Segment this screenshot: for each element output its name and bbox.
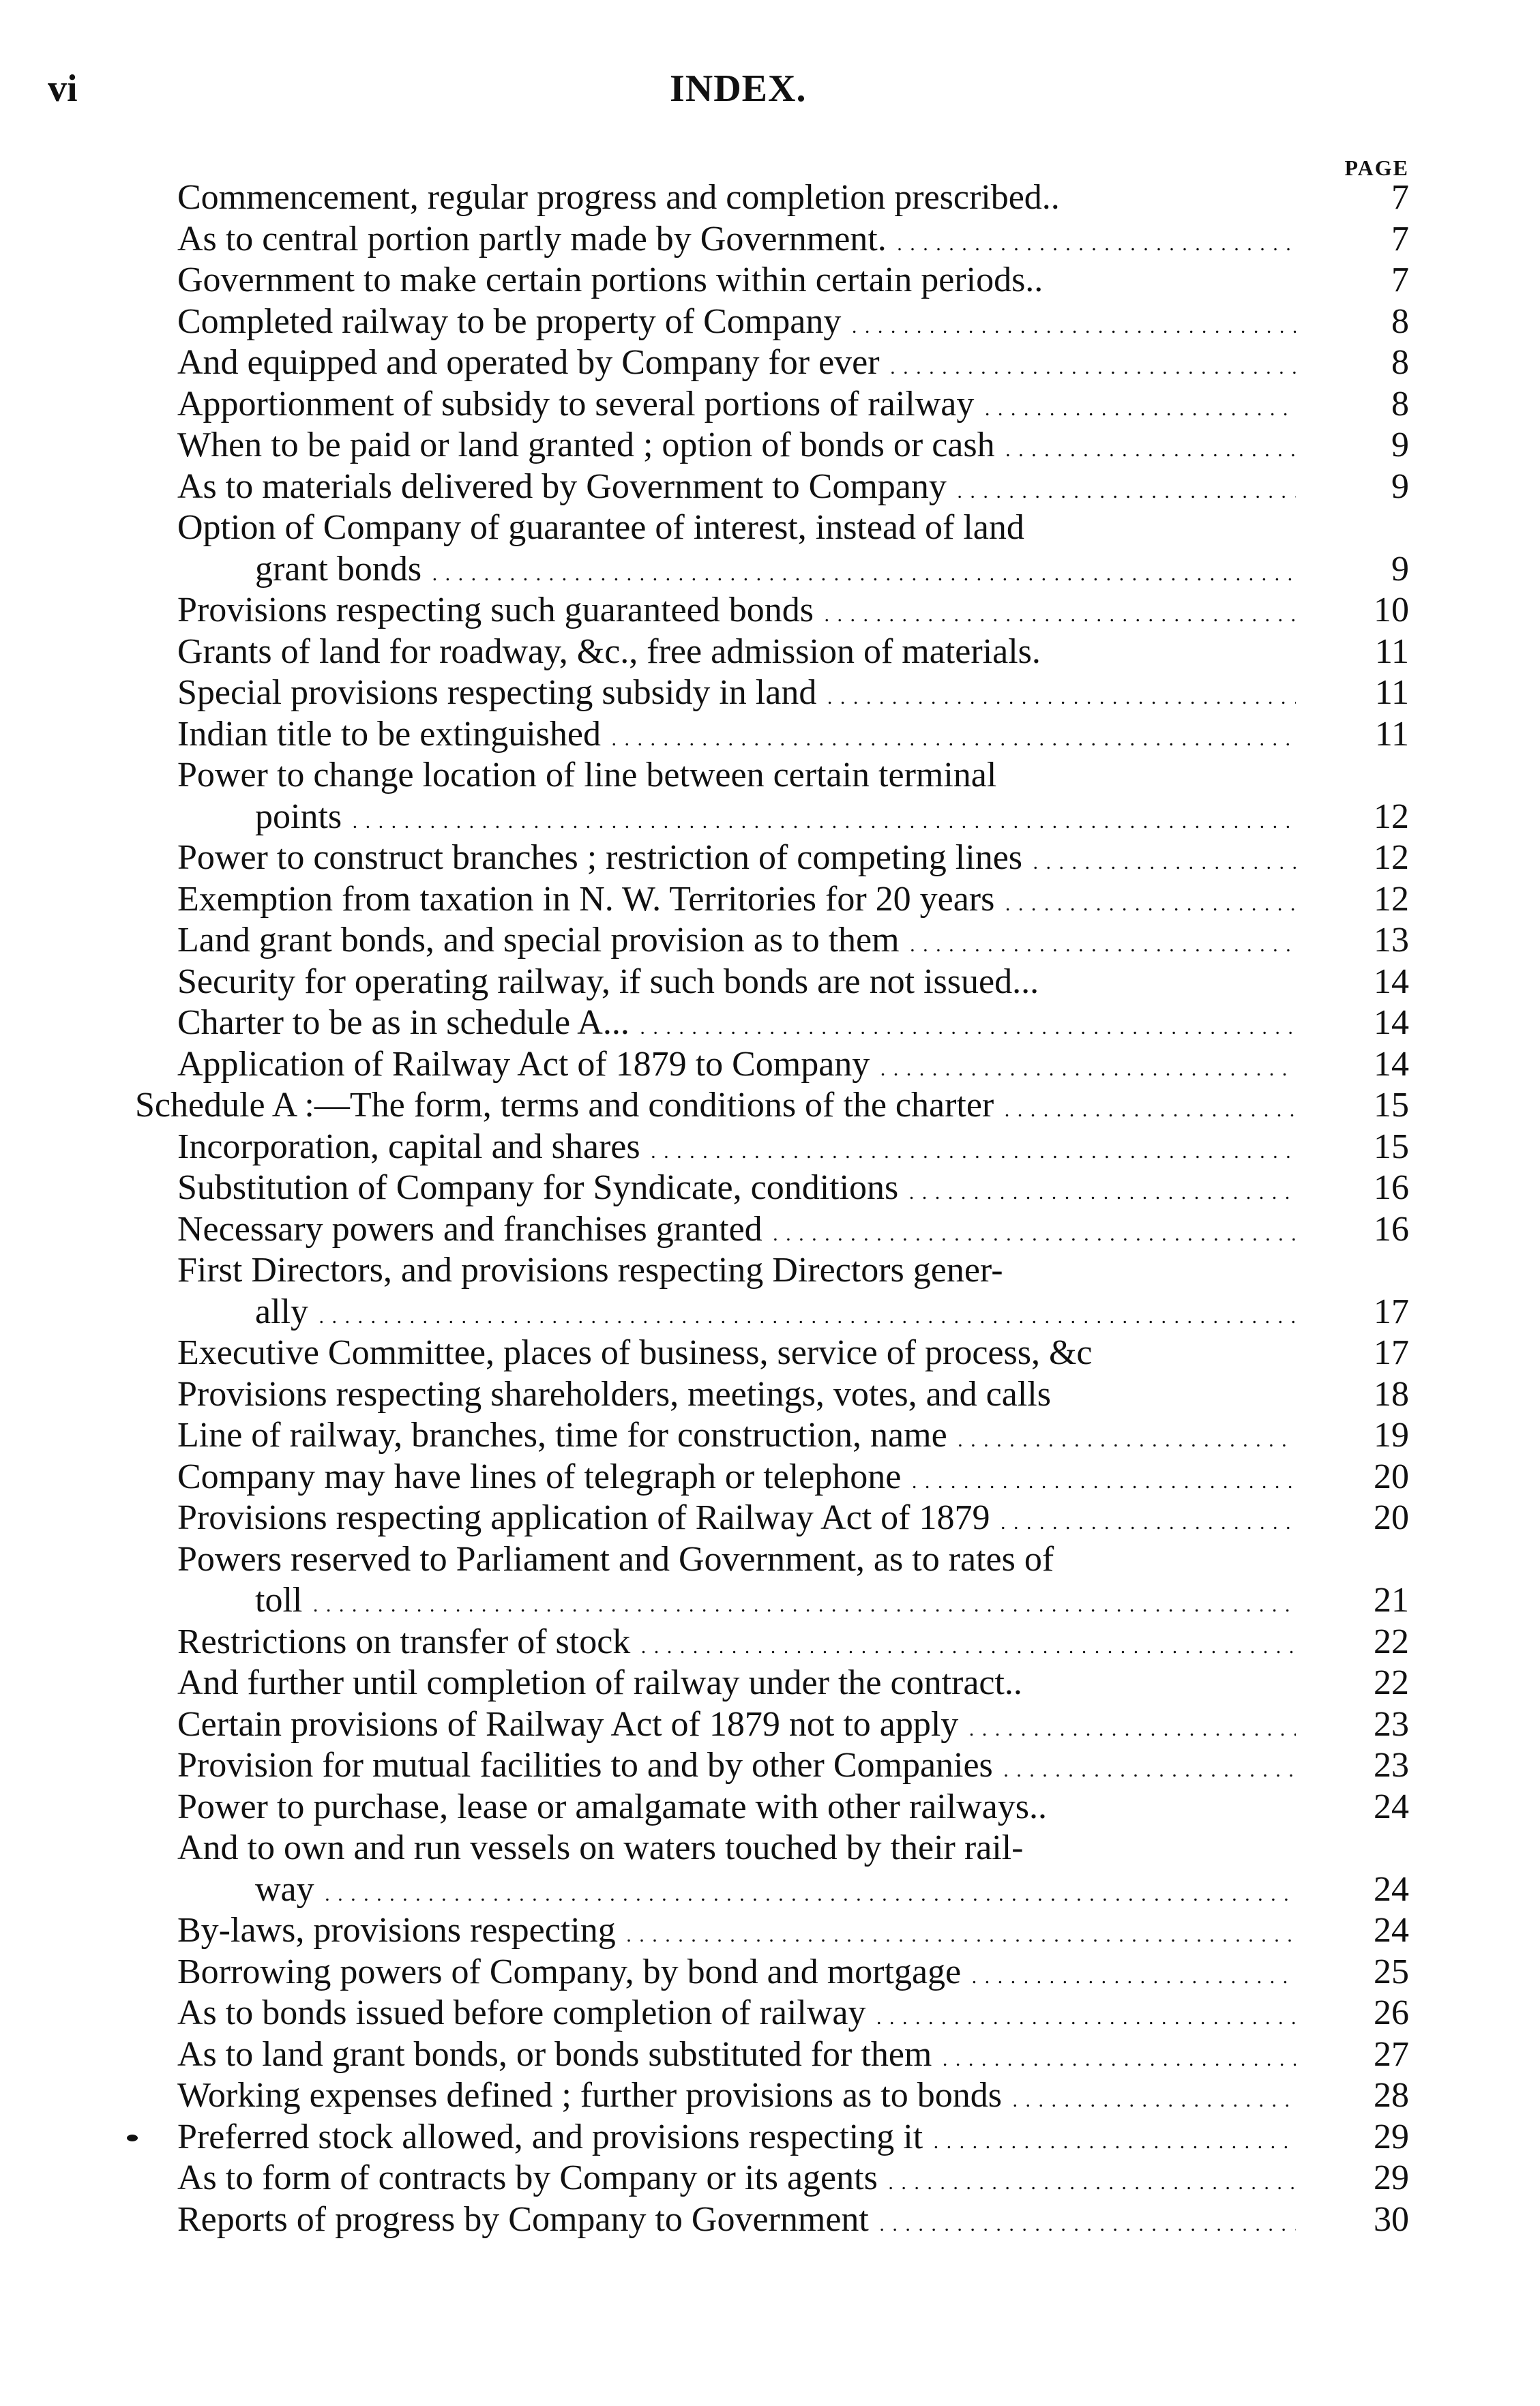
index-entry [0, 1168, 1540, 1209]
entry-page-number: 18 [1374, 1374, 1409, 1414]
entry-text-wrap [177, 1910, 1296, 1957]
index-entry [0, 301, 1540, 343]
entry-page-number: 20 [1374, 1457, 1409, 1496]
entry-page-number: 14 [1374, 1044, 1409, 1084]
entry-text-wrap [177, 1250, 1296, 1292]
entry-text-wrap [177, 1787, 1296, 1828]
entry-text: And equipped and operated by Company for ever [177, 343, 884, 382]
index-entry [0, 1085, 1540, 1127]
entry-text-wrap [177, 2158, 1296, 2204]
index-entry [0, 1622, 1540, 1663]
index-entry [0, 879, 1540, 921]
index-entry [0, 2075, 1540, 2117]
entry-text-wrap [177, 714, 1296, 760]
entry-text: Incorporation, capital and shares [177, 1127, 645, 1166]
index-entry [0, 1663, 1540, 1704]
entry-page-number: 13 [1374, 921, 1409, 960]
entry-page-number: 8 [1391, 343, 1409, 382]
entry-page-number: 16 [1374, 1209, 1409, 1249]
entry-text: Power to purchase, lease or amalgamate with other railways.. [177, 1787, 1051, 1826]
entry-text: As to central portion partly made by Government. [177, 220, 891, 258]
entry-text-wrap [177, 672, 1296, 719]
entry-text-wrap [135, 1085, 1296, 1131]
index-entry [0, 1250, 1540, 1292]
entry-page-number: 24 [1374, 1911, 1409, 1950]
entry-text: Borrowing powers of Company, by bond and mortgage [177, 1952, 965, 1991]
entry-text: Restrictions on transfer of stock [177, 1622, 634, 1661]
entry-page-number: 29 [1374, 2158, 1409, 2197]
index-entry [0, 342, 1540, 384]
entry-page-number: 8 [1391, 301, 1409, 341]
index-entry [0, 1498, 1540, 1539]
entry-text: Option of Company of guarantee of interest, instead of land [177, 508, 1028, 547]
entry-text-wrap [177, 1828, 1296, 1869]
index-entry [0, 1580, 1540, 1622]
entry-text-wrap [177, 2034, 1296, 2081]
entry-text-wrap [255, 797, 1296, 843]
entry-text: First Directors, and provisions respecting Directors gener- [177, 1251, 1007, 1290]
entry-page-number: 14 [1374, 1003, 1409, 1042]
entry-text: Power to construct branches ; restriction of competing lines [177, 838, 1026, 877]
entry-text-wrap [255, 1580, 1296, 1627]
entry-text-wrap [177, 1457, 1296, 1503]
index-entry [0, 1415, 1540, 1457]
entry-text: Apportionment of subsidy to several portions of railway [177, 385, 978, 424]
entry-text: By-laws, provisions respecting [177, 1911, 620, 1950]
index-entry [0, 2158, 1540, 2199]
entry-text: And further until completion of railway under the contract.. [177, 1663, 1026, 1702]
page-number: vi [48, 68, 78, 110]
entry-page-number: 14 [1374, 962, 1409, 1001]
entry-page-number: 15 [1374, 1127, 1409, 1166]
entry-page-number: 9 [1391, 549, 1409, 589]
index-entry [0, 2034, 1540, 2076]
entry-page-number: 15 [1374, 1086, 1409, 1125]
index-entry [0, 1457, 1540, 1498]
entry-text-wrap [177, 1952, 1296, 1998]
entry-page-number: 21 [1374, 1581, 1409, 1620]
index-entry [0, 1787, 1540, 1828]
entry-text-wrap [177, 590, 1296, 636]
entry-text-wrap [177, 1993, 1296, 2039]
index-entry [0, 797, 1540, 838]
page-title: INDEX. [670, 68, 807, 110]
index-entry [0, 2117, 1540, 2158]
entry-text-wrap [177, 384, 1296, 430]
index-entry [0, 1002, 1540, 1044]
entry-text-wrap [177, 1498, 1296, 1544]
index-entry [0, 590, 1540, 632]
entry-text-wrap [177, 219, 1296, 265]
entry-text: Provisions respecting such guaranteed bonds [177, 591, 818, 629]
entry-page-number: 27 [1374, 2034, 1409, 2074]
entry-text-wrap [177, 879, 1296, 925]
entry-text: ally [255, 1292, 312, 1331]
entry-text: Company may have lines of telegraph or telephone [177, 1457, 905, 1496]
entry-text: Line of railway, branches, time for construction, name [177, 1416, 951, 1455]
entry-page-number: 11 [1374, 714, 1409, 754]
index-entry [0, 1292, 1540, 1333]
entry-text: Charter to be as in schedule A... [177, 1003, 634, 1042]
entry-page-number: 7 [1391, 261, 1409, 299]
entry-page-number: 11 [1374, 632, 1409, 671]
entry-text: As to materials delivered by Government to Company [177, 467, 951, 506]
entry-text-wrap [177, 466, 1296, 513]
entry-text-wrap [177, 177, 1296, 219]
entry-page-number: 26 [1374, 1993, 1409, 2032]
index-entry [0, 425, 1540, 466]
entry-text-wrap [177, 1745, 1296, 1792]
entry-text: And to own and run vessels on waters touched by their rail- [177, 1828, 1027, 1867]
entry-page-number: 22 [1374, 1622, 1409, 1661]
index-entry [0, 632, 1540, 673]
entry-text: Provisions respecting shareholders, meetings, votes, and calls [177, 1375, 1055, 1414]
index-entry [0, 1044, 1540, 1086]
entry-page-number: 19 [1374, 1416, 1409, 1455]
index-entry [0, 466, 1540, 508]
entry-text: Executive Committee, places of business, service of process, &c [177, 1333, 1097, 1372]
entry-page-number: 9 [1391, 466, 1409, 506]
entry-text-wrap [177, 1168, 1296, 1214]
index-entry [0, 920, 1540, 962]
entry-text: Provision for mutual facilities to and by other Companies [177, 1746, 997, 1785]
entry-text-wrap [177, 962, 1296, 1003]
entry-text: Schedule A :—The form, terms and conditions of the charter [135, 1086, 998, 1125]
entry-page-number: 17 [1374, 1292, 1409, 1331]
entry-text-wrap [177, 1333, 1296, 1374]
entry-page-number: 25 [1374, 1952, 1409, 1991]
entry-text: grant bonds [255, 550, 426, 589]
entry-text-wrap [177, 342, 1296, 389]
entry-page-number: 12 [1374, 879, 1409, 919]
index-entry [0, 755, 1540, 797]
index-entry [0, 177, 1540, 219]
entry-page-number: 24 [1374, 1869, 1409, 1909]
entry-text-wrap [177, 425, 1296, 471]
entry-text-wrap [177, 1044, 1296, 1090]
entry-text: As to land grant bonds, or bonds substituted for them [177, 2035, 936, 2074]
entry-page-number: 24 [1374, 1787, 1409, 1826]
entry-text-wrap [177, 507, 1296, 549]
entry-text-wrap [255, 1869, 1296, 1916]
entry-page-number: 30 [1374, 2199, 1409, 2239]
index-entry [0, 1374, 1540, 1416]
entry-text: Government to make certain portions within certain periods.. [177, 261, 1047, 299]
entry-text-wrap [177, 1209, 1296, 1256]
entry-text: As to bonds issued before completion of railway [177, 1993, 870, 2032]
entry-text: Grants of land for roadway, &c., free admission of materials. [177, 632, 1045, 671]
entry-text: Security for operating railway, if such bonds are not issued... [177, 962, 1043, 1001]
index-entry [0, 714, 1540, 756]
page-column-label: PAGE [1344, 155, 1409, 180]
entry-text: Completed railway to be property of Company [177, 302, 845, 341]
entry-page-number: 12 [1374, 838, 1409, 877]
index-entry [0, 1952, 1540, 1993]
entry-text: Commencement, regular progress and completion prescribed.. [177, 178, 1064, 217]
index-entry [0, 2199, 1540, 2241]
index-entry [0, 837, 1540, 879]
index-entry [0, 1127, 1540, 1168]
entry-text: Preferred stock allowed, and provisions respecting it [177, 2118, 927, 2156]
entry-page-number: 9 [1391, 426, 1409, 464]
index-entry [0, 549, 1540, 591]
entry-page-number: 20 [1374, 1498, 1409, 1537]
entry-page-number: 7 [1391, 219, 1409, 258]
entry-page-number: 29 [1374, 2117, 1409, 2156]
entry-text: Special provisions respecting subsidy in land [177, 673, 820, 712]
entry-page-number: 17 [1374, 1333, 1409, 1372]
entry-text: Necessary powers and franchises granted [177, 1210, 767, 1249]
entry-text-wrap [177, 755, 1296, 797]
index-entry [0, 384, 1540, 426]
entry-text-wrap [177, 260, 1296, 301]
entry-page-number: 7 [1391, 178, 1409, 217]
index-entry [0, 219, 1540, 261]
entry-text-wrap [177, 301, 1296, 348]
index-entry [0, 1993, 1540, 2034]
index-entry [0, 962, 1540, 1003]
entry-text-wrap [255, 549, 1296, 595]
entry-text: Land grant bonds, and special provision as to them [177, 921, 904, 960]
entry-text-wrap [177, 2117, 1296, 2163]
entry-page-number: 8 [1391, 384, 1409, 424]
entry-page-number: 28 [1374, 2076, 1409, 2115]
entry-text: Working expenses defined ; further provisions as to bonds [177, 2076, 1006, 2115]
entry-text: Certain provisions of Railway Act of 1879 not to apply [177, 1705, 962, 1744]
entry-text-wrap [177, 1622, 1296, 1668]
entry-text-wrap [177, 632, 1296, 673]
index-entry [0, 507, 1540, 549]
bullet-mark-icon [127, 2135, 138, 2141]
entry-text-wrap [177, 1704, 1296, 1751]
index-entry [0, 1704, 1540, 1746]
entry-text-wrap [177, 1127, 1296, 1173]
entry-page-number: 23 [1374, 1704, 1409, 1744]
entry-text: Indian title to be extinguished [177, 715, 605, 754]
index-entry [0, 1333, 1540, 1374]
entry-text: As to form of contracts by Company or its agents [177, 2158, 882, 2197]
entry-page-number: 22 [1374, 1663, 1409, 1702]
entry-page-number: 11 [1374, 673, 1409, 712]
index-entry [0, 672, 1540, 714]
entry-text-wrap [177, 920, 1296, 966]
entry-page-number: 10 [1374, 591, 1409, 629]
entry-text-wrap [177, 1663, 1296, 1704]
entry-text-wrap [177, 1415, 1296, 1461]
entry-page-number: 12 [1374, 797, 1409, 836]
index-entry [0, 1828, 1540, 1869]
entry-text-wrap [177, 2199, 1296, 2246]
entry-text: Power to change location of line between certain terminal [177, 756, 1001, 794]
entry-text-wrap [177, 1539, 1296, 1581]
entry-text: Powers reserved to Parliament and Government, as to rates of [177, 1540, 1058, 1579]
entry-page-number: 23 [1374, 1746, 1409, 1785]
entry-text: points [255, 797, 346, 836]
entry-page-number: 16 [1374, 1168, 1409, 1207]
index-entry [0, 1209, 1540, 1251]
entry-text-wrap [177, 837, 1296, 884]
entry-text: Provisions respecting application of Railway Act of 1879 [177, 1498, 994, 1537]
index-entry [0, 1745, 1540, 1787]
index-entry [0, 260, 1540, 301]
entry-text-wrap [255, 1292, 1296, 1338]
entry-text: way [255, 1870, 319, 1909]
entry-text-wrap [177, 1374, 1296, 1416]
entry-text: Application of Railway Act of 1879 to Company [177, 1045, 874, 1084]
entry-text: toll [255, 1581, 306, 1620]
index-entry [0, 1539, 1540, 1581]
entry-text-wrap [177, 1002, 1296, 1049]
index-entry [0, 1910, 1540, 1952]
entry-text: Exemption from taxation in N. W. Territories for 20 years [177, 880, 998, 919]
entry-text: Substitution of Company for Syndicate, conditions [177, 1168, 902, 1207]
index-entries [0, 177, 1540, 2240]
entry-text: When to be paid or land granted ; option of bonds or cash [177, 426, 999, 464]
index-entry [0, 1869, 1540, 1911]
entry-text: Reports of progress by Company to Government [177, 2200, 873, 2239]
entry-text-wrap [177, 2075, 1296, 2122]
